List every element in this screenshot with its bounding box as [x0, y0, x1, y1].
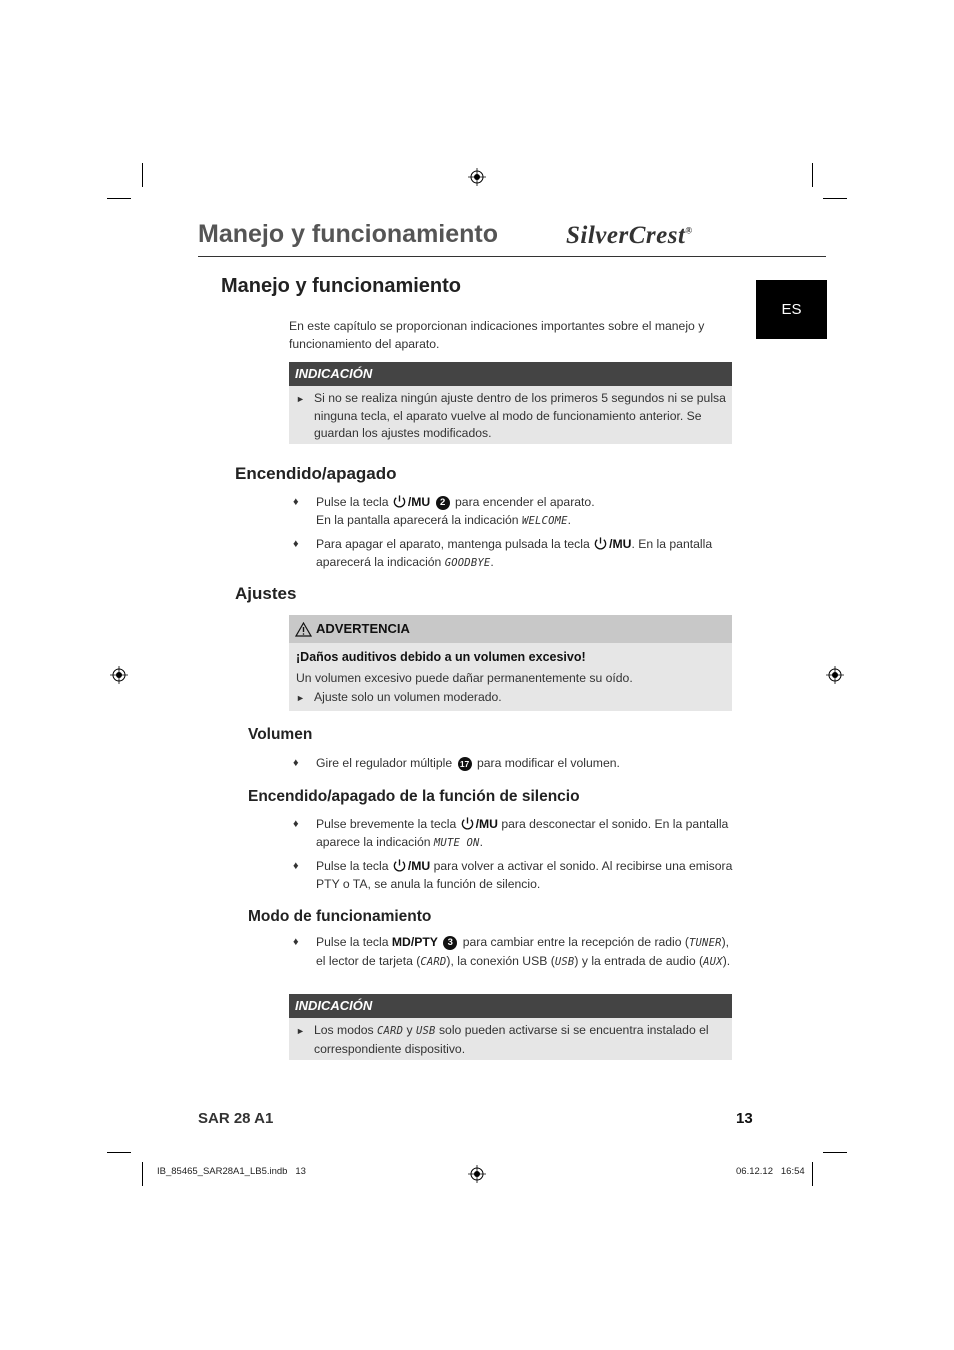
- warning-box: [289, 615, 732, 711]
- warning-triangle-icon: [295, 622, 312, 637]
- list-item: ♦ Pulse la tecla MD/PTY 3 para cambiar entre la recepción de radio (TUNER), el lector de tarjeta (CARD), la conexión USB (USB) y la entrada de audio (AUX).: [293, 933, 733, 971]
- subsection-heading-volume: Volumen: [248, 726, 313, 743]
- crop-mark: [823, 198, 847, 199]
- button-label-mu: /MU: [475, 817, 498, 831]
- callout-number: 17: [458, 757, 472, 771]
- crop-mark: [142, 1162, 143, 1186]
- note-text: Si no se realiza ningún ajuste dentro de los primeros 5 segundos ni se pulsa ninguna tecla, el aparato vuelve al modo de funcionamiento anterior. Se guardan los ajustes modificados.: [314, 391, 726, 440]
- brand-registered-mark: ®: [685, 225, 693, 236]
- registration-mark-icon: [826, 666, 844, 684]
- list-item: ♦ Pulse la tecla /MU 2 para encender el aparato. En la pantalla aparecerá la indicación WELCOME.: [293, 493, 733, 530]
- section-heading-power: Encendido/apagado: [235, 464, 397, 483]
- header-rule: [198, 256, 826, 257]
- crop-mark: [142, 163, 143, 187]
- lcd-text: CARD: [377, 1025, 404, 1037]
- language-tab: ES: [756, 280, 827, 339]
- registration-mark-icon: [468, 168, 486, 186]
- warning-text: Un volumen excesivo puede dañar permanentemente su oído.: [296, 671, 633, 685]
- note-box: [289, 362, 732, 444]
- crop-mark: [107, 1152, 131, 1153]
- crop-mark: [812, 163, 813, 187]
- warning-subheading: ¡Daños auditivos debido a un volumen excesivo!: [296, 650, 586, 664]
- list-item: ♦ Pulse la tecla /MU para volver a activar el sonido. Al recibirse una emisora PTY o TA, se anula la función de silencio.: [293, 859, 733, 891]
- arrow-icon: ►: [296, 693, 305, 703]
- note-item: [289, 386, 732, 443]
- power-button-icon: [392, 858, 407, 873]
- bullet-diamond-icon: ♦: [293, 757, 299, 769]
- arrow-icon: ►: [296, 394, 305, 404]
- footer-model: SAR 28 A1: [198, 1110, 274, 1127]
- lcd-text: WELCOME: [521, 515, 568, 527]
- lcd-text: TUNER: [689, 937, 722, 949]
- warning-heading: ADVERTENCIA: [289, 615, 732, 643]
- running-header-title: Manejo y funcionamiento: [198, 220, 499, 248]
- print-slug-right: 06.12.12 16:54: [736, 1166, 805, 1177]
- power-button-icon: [460, 816, 475, 831]
- bullet-diamond-icon: ♦: [293, 538, 299, 550]
- lcd-text: AUX: [703, 956, 723, 968]
- registration-mark-icon: [110, 666, 128, 684]
- callout-number: 3: [443, 936, 457, 950]
- lcd-text: USB: [554, 956, 575, 968]
- arrow-icon: ►: [296, 1026, 305, 1036]
- button-label-mu: /MU: [407, 495, 431, 509]
- page-number: 13: [736, 1110, 753, 1127]
- page-title: Manejo y funcionamiento: [221, 275, 462, 297]
- intro-paragraph: En este capítulo se proporcionan indicaciones importantes sobre el manejo y funcionamiento del aparato.: [289, 319, 705, 351]
- bullet-diamond-icon: ♦: [293, 818, 299, 830]
- lcd-text: CARD: [420, 956, 447, 968]
- button-label-md-pty: MD/PTY: [391, 935, 438, 949]
- list-item: ♦ Pulse brevemente la tecla /MU para desconectar el sonido. En la pantalla aparece la indicación MUTE ON.: [293, 815, 733, 852]
- lcd-text: GOODBYE: [444, 557, 491, 569]
- list-item: ♦ Gire el regulador múltiple 17 para modificar el volumen.: [293, 756, 620, 770]
- power-button-icon: [593, 536, 608, 551]
- subsection-heading-mode: Modo de funcionamiento: [248, 908, 432, 925]
- power-button-icon: [392, 494, 407, 509]
- bullet-diamond-icon: ♦: [293, 860, 299, 872]
- registration-mark-icon: [468, 1165, 486, 1183]
- button-label-mu: /MU: [609, 537, 632, 551]
- crop-mark: [812, 1162, 813, 1186]
- note-box: [289, 994, 732, 1060]
- print-slug-left: IB_85465_SAR28A1_LB5.indb 13: [157, 1166, 306, 1177]
- warning-item: ► Ajuste solo un volumen moderado.: [289, 686, 732, 708]
- note-heading: INDICACIÓN: [289, 362, 732, 386]
- section-heading-settings: Ajustes: [235, 584, 297, 603]
- crop-mark: [823, 1152, 847, 1153]
- subsection-heading-mute: Encendido/apagado de la función de silencio: [248, 788, 580, 805]
- crop-mark: [107, 198, 131, 199]
- lcd-text: USB: [415, 1025, 436, 1037]
- brand-logo: [566, 222, 693, 250]
- list-item: ♦ Para apagar el aparato, mantenga pulsada la tecla /MU. En la pantalla aparecerá la indicación GOODBYE.: [293, 535, 733, 572]
- note-item: ► Los modos CARD y USB solo pueden activarse si se encuentra instalado el correspondiente dispositivo.: [289, 1018, 732, 1058]
- lcd-text: MUTE ON: [433, 837, 480, 849]
- bullet-diamond-icon: ♦: [293, 496, 299, 508]
- note-heading: INDICACIÓN: [289, 994, 732, 1018]
- button-label-mu: /MU: [407, 859, 431, 873]
- callout-number: 2: [436, 496, 450, 510]
- brand-name: SilverCrest: [566, 222, 686, 249]
- bullet-diamond-icon: ♦: [293, 936, 299, 948]
